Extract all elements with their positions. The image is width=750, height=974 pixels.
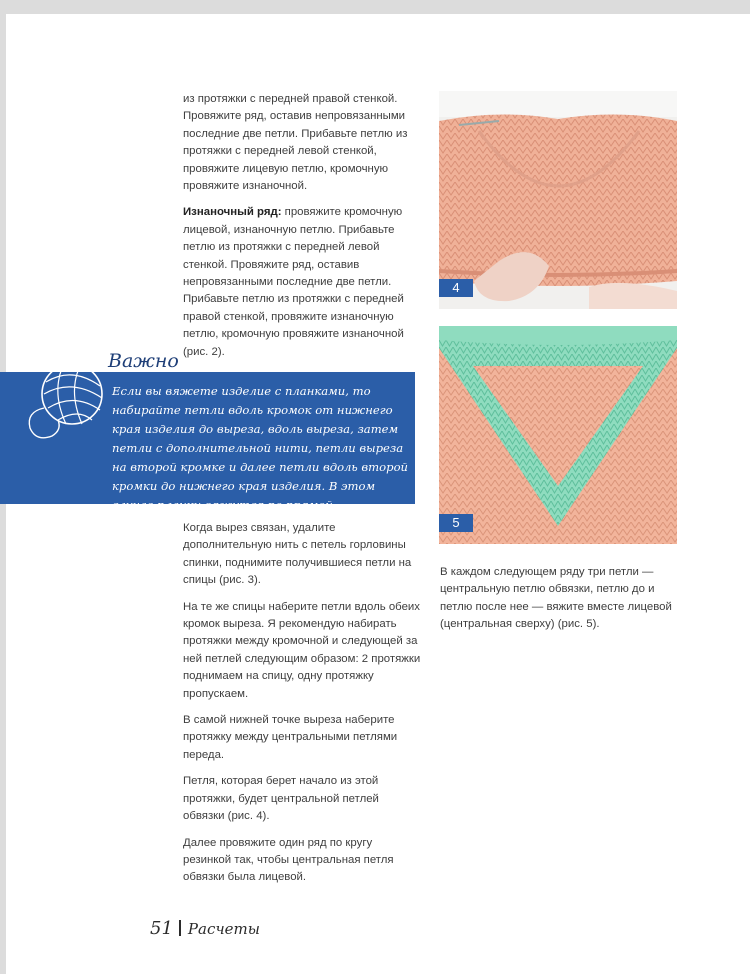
important-title: Важно bbox=[108, 350, 179, 372]
page-number: 51 bbox=[150, 918, 173, 939]
main-text-bottom bbox=[183, 520, 421, 896]
figure-4-label: 4 bbox=[439, 279, 473, 297]
paragraph-7: Далее провяжите один ряд по кругу резинкой так, чтобы центральная петля обвязки была лицевой. bbox=[183, 836, 394, 884]
paragraph-2 bbox=[183, 204, 421, 361]
paragraph-6: Петля, которая берет начало из этой протяжки, будет центральной петлей обвязки (рис. 4). bbox=[183, 775, 379, 823]
page-footer bbox=[150, 918, 260, 939]
figure-5-photo bbox=[439, 326, 677, 544]
figure-5-caption: В каждом следующем ряду три петли — центральную петлю обвязки, петлю до и петлю после нее — вяжите вместе лицевой (центральная сверху) (рис. 5). bbox=[440, 566, 672, 631]
paragraph-5: В самой нижней точке выреза наберите протяжку между центральными петлями переда. bbox=[183, 714, 398, 761]
figure-4-photo bbox=[439, 91, 677, 309]
paragraph-2-text: провяжите кромочную лицевой, изнаночную петлю. Прибавьте петлю из протяжки с передней левой стенкой. Провяжите ряд, оставив непровязанными последние две петли. Прибавьте петлю из протяжки с передней правой стенкой, провяжите изнаночную петлю, кромочную провяжите изнаночной (рис. 2). bbox=[183, 206, 404, 358]
footer-divider bbox=[179, 920, 181, 936]
figure-5-label: 5 bbox=[439, 514, 473, 532]
paragraph-4: На те же спицы наберите петли вдоль обеих кромок выреза. Я рекомендую набирать протяжки между кромочной и следующей за ней петлей следующим образом: 2 протяжки поднимаем на спицу, одну протяжку пропускаем. bbox=[183, 600, 421, 700]
paragraph-1: из протяжки с передней правой стенкой. Провяжите ряд, оставив непровязанными последние две петли. Прибавьте петлю из протяжки с передней левой стенкой, провяжите лицевую петлю, кромочную провяжите изнаночной. bbox=[183, 93, 408, 193]
paragraph-3: Когда вырез связан, удалите дополнительную нить с петель горловины спинки, поднимите получившиеся петли на спицы (рис. 3). bbox=[183, 522, 412, 587]
important-text: Если вы вяжете изделие с планками, то набирайте петли вдоль кромок от нижнего края изделия до выреза, вдоль выреза, затем петли с дополнительной нити, петли выреза на второй кромке и далее петли вдоль второй кромки до нижнего края изделия. В этом случае планки вяжутся по прямой. bbox=[112, 384, 409, 512]
section-title: Расчеты bbox=[187, 920, 260, 938]
main-text-top bbox=[183, 91, 421, 370]
paragraph-2-label: Изнаночный ряд: bbox=[183, 206, 282, 219]
yarn-ball-icon bbox=[22, 356, 108, 446]
